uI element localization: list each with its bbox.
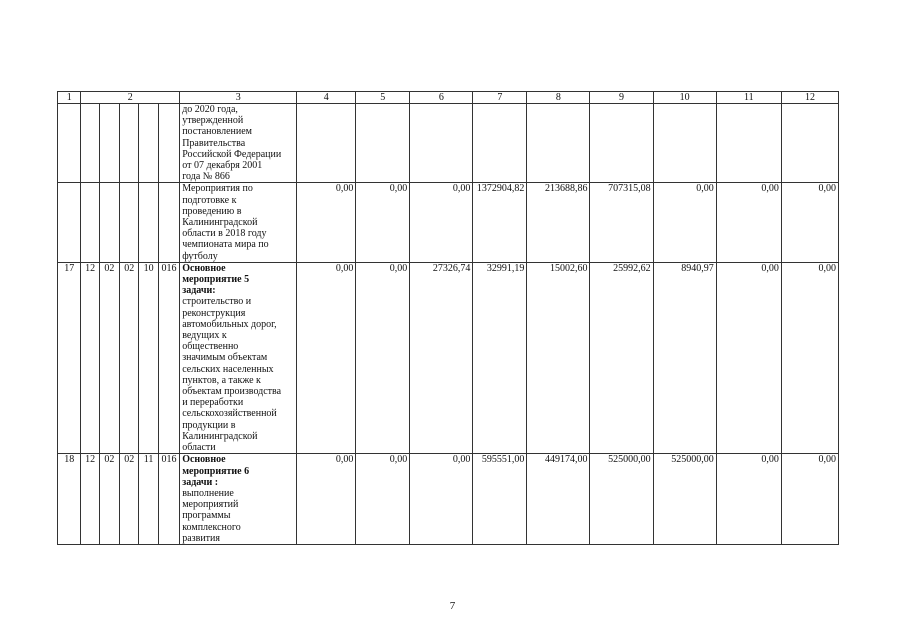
value-cell: 213688,86 (527, 183, 590, 262)
description-line: футболу (182, 250, 218, 262)
code-cell (81, 183, 99, 262)
value-cell: 0,00 (653, 183, 716, 262)
header-col-7: 7 (473, 92, 527, 104)
budget-table (57, 91, 839, 545)
code-cell: 11 (139, 454, 158, 545)
description-line: Основное (182, 454, 226, 466)
description-line: задачи: (182, 285, 216, 297)
description-line: мероприятие 6 (182, 465, 250, 477)
value-cell: 525000,00 (590, 454, 653, 545)
description-line: строительство и (182, 296, 252, 308)
code-cell: 18 (58, 454, 81, 545)
code-cell (81, 104, 99, 183)
description-line: утвержденной (182, 115, 244, 127)
code-cell: 02 (120, 262, 139, 453)
code-cell (120, 183, 139, 262)
description-line: реконструкция (182, 307, 246, 319)
value-cell (716, 104, 781, 183)
code-cell: 016 (158, 262, 179, 453)
header-col-12: 12 (781, 92, 838, 104)
value-cell: 0,00 (356, 183, 410, 262)
description-line: объектам производства (182, 386, 282, 398)
code-cell (99, 183, 119, 262)
code-cell (158, 104, 179, 183)
value-cell: 595551,00 (473, 454, 527, 545)
value-cell: 707315,08 (590, 183, 653, 262)
header-col-6: 6 (410, 92, 473, 104)
table-row (58, 104, 839, 183)
description-line: программы (182, 510, 231, 522)
value-cell (527, 104, 590, 183)
code-cell (99, 104, 119, 183)
value-cell: 449174,00 (527, 454, 590, 545)
description-line: проведению в (182, 205, 242, 217)
value-cell: 0,00 (716, 183, 781, 262)
description-cell (180, 104, 297, 183)
description-line: мероприятие 5 (182, 274, 250, 286)
description-line: Правительства (182, 137, 246, 149)
header-col-5: 5 (356, 92, 410, 104)
header-col-1: 1 (58, 92, 81, 104)
value-cell: 525000,00 (653, 454, 716, 545)
description-cell (180, 183, 297, 262)
value-cell: 0,00 (297, 183, 356, 262)
description-line: значимым объектам (182, 352, 268, 364)
table-row (58, 183, 839, 262)
code-cell (139, 104, 158, 183)
description-line: года № 866 (182, 171, 230, 183)
description-line: пунктов, а также к (182, 374, 261, 386)
description-line: подготовке к (182, 194, 237, 206)
header-col-8: 8 (527, 92, 590, 104)
value-cell: 0,00 (297, 454, 356, 545)
code-cell: 12 (81, 454, 99, 545)
code-cell: 02 (99, 454, 119, 545)
code-cell: 02 (120, 454, 139, 545)
value-cell: 15002,60 (527, 262, 590, 453)
value-cell (356, 104, 410, 183)
header-col-3: 3 (180, 92, 297, 104)
value-cell (473, 104, 527, 183)
page-number: 7 (449, 600, 456, 612)
header-col-11: 11 (716, 92, 781, 104)
description-line: сельскохозяйственной (182, 408, 277, 420)
code-cell (158, 183, 179, 262)
code-cell (58, 183, 81, 262)
value-cell: 1372904,82 (473, 183, 527, 262)
value-cell: 0,00 (781, 183, 838, 262)
value-cell: 8940,97 (653, 262, 716, 453)
description-line: развития (182, 532, 220, 544)
value-cell: 27326,74 (410, 262, 473, 453)
description-line: области (182, 442, 216, 454)
value-cell: 0,00 (410, 454, 473, 545)
description-line: комплексного (182, 521, 241, 533)
value-cell: 0,00 (781, 454, 838, 545)
value-cell: 0,00 (410, 183, 473, 262)
header-col-4: 4 (297, 92, 356, 104)
header-col-2: 2 (81, 92, 180, 104)
code-cell: 12 (81, 262, 99, 453)
description-line: задачи : (182, 476, 219, 488)
description-line: Мероприятия по (182, 183, 253, 195)
description-line: общественно (182, 341, 239, 353)
value-cell: 0,00 (356, 262, 410, 453)
description-line: и переработки (182, 397, 244, 409)
value-cell: 0,00 (781, 262, 838, 453)
value-cell: 0,00 (716, 454, 781, 545)
value-cell (410, 104, 473, 183)
value-cell: 0,00 (356, 454, 410, 545)
table-row (58, 454, 839, 545)
description-line: Российской Федерации (182, 148, 282, 160)
description-line: ведущих к (182, 330, 227, 342)
description-line: Основное (182, 262, 226, 274)
value-cell: 25992,62 (590, 262, 653, 453)
description-line: автомобильных дорог, (182, 318, 277, 330)
code-cell: 17 (58, 262, 81, 453)
header-row (58, 92, 839, 104)
description-line: мероприятий (182, 499, 239, 511)
description-line: сельских населенных (182, 363, 274, 375)
description-line: Калининградской (182, 217, 258, 229)
value-cell (297, 104, 356, 183)
code-cell (120, 104, 139, 183)
description-line: области в 2018 году (182, 228, 267, 240)
code-cell: 016 (158, 454, 179, 545)
description-line: постановлением (182, 126, 253, 138)
description-line: чемпионата мира по (182, 239, 269, 251)
description-line: продукции в (182, 419, 236, 431)
code-cell: 02 (99, 262, 119, 453)
header-col-9: 9 (590, 92, 653, 104)
value-cell (590, 104, 653, 183)
value-cell (781, 104, 838, 183)
value-cell: 0,00 (297, 262, 356, 453)
code-cell (58, 104, 81, 183)
description-line: Калининградской (182, 430, 258, 442)
code-cell: 10 (139, 262, 158, 453)
description-cell (180, 262, 297, 453)
code-cell (139, 183, 158, 262)
description-line: до 2020 года, (182, 104, 238, 115)
description-line: выполнение (182, 487, 234, 499)
header-col-10: 10 (653, 92, 716, 104)
description-cell (180, 454, 297, 545)
value-cell (653, 104, 716, 183)
value-cell: 32991,19 (473, 262, 527, 453)
table-row (58, 262, 839, 453)
description-line: от 07 декабря 2001 (182, 160, 263, 172)
value-cell: 0,00 (716, 262, 781, 453)
